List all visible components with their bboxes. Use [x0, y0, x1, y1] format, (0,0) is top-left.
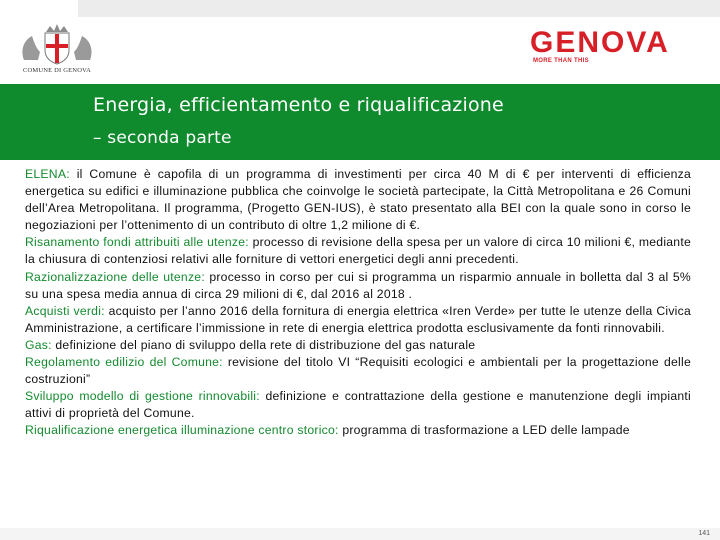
paragraph-text: acquisto per l’anno 2016 della fornitura di energia elettrica «Iren Verde» per tutte le utenze della Civica Amministrazione, a certificare l’immissione in rete di energia elettrica prodotta esclusivamente da fonti rinnovabili. [25, 303, 691, 335]
genova-tagline: MORE THAN THIS [533, 58, 589, 64]
comune-di-genova-logo [14, 22, 100, 78]
paragraph-text: revisione del titolo VI “Requisiti ecologici e ambientali per la progettazione delle costruzioni” [25, 355, 691, 387]
slide-subtitle: – seconda parte [93, 128, 232, 148]
paragraph-label: Gas: [25, 337, 52, 352]
paragraph-text: programma di trasformazione a LED delle lampade [338, 423, 630, 438]
paragraph-gas [25, 337, 691, 354]
paragraph-label: ELENA: [25, 167, 70, 181]
paragraph-label: Regolamento edilizio del Comune: [25, 355, 223, 370]
paragraph-riqualificazione [25, 422, 691, 439]
coat-of-arms-icon [14, 22, 100, 66]
paragraph-acquisti-verdi [25, 303, 691, 337]
genova-brand-logo [530, 26, 705, 72]
page-number: 141 [698, 530, 710, 537]
paragraph-regolamento [25, 354, 691, 388]
paragraph-label: Acquisti verdi: [25, 303, 105, 318]
paragraph-risanamento [25, 234, 691, 268]
genova-wordmark: GENOVA [530, 26, 670, 59]
paragraph-label: Sviluppo modello di gestione rinnovabili: [25, 389, 260, 404]
paragraph-label: Riqualificazione energetica illuminazione centro storico: [25, 423, 339, 438]
paragraph-text: processo di revisione della spesa per un valore di circa 10 milioni €, mediante la chiusura di contenziosi relativi alle forniture di vettori energetici degli anni precedenti. [25, 235, 691, 267]
paragraph-sviluppo [25, 388, 691, 422]
slide-title: Energia, efficientamento e riqualificazione [93, 94, 504, 116]
paragraph-elena [25, 166, 691, 234]
title-banner [0, 84, 720, 160]
comune-logo-caption: COMUNE DI GENOVA [22, 67, 92, 74]
paragraph-label: Razionalizzazione delle utenze: [25, 269, 205, 284]
paragraph-label: Risanamento fondi attribuiti alle utenze: [25, 235, 249, 250]
bottom-decor-strip [0, 528, 720, 540]
paragraph-text: processo in corso per cui si programma un risparmio annuale in bolletta dal 3 al 5% su una spesa media annua di circa 29 milioni di €, dal 2016 al 2018 . [25, 269, 692, 301]
slide-body [25, 166, 691, 440]
paragraph-text: definizione del piano di sviluppo della rete di distribuzione del gas naturale [51, 337, 476, 352]
top-decor-strip [78, 0, 720, 17]
paragraph-razionalizzazione [25, 269, 691, 303]
paragraph-text: definizione e contrattazione della gestione e manutenzione degli impianti attivi di proprietà del Comune. [25, 389, 691, 421]
paragraph-text: il Comune è capofila di un programma di investimenti per circa 40 M di € per interventi di efficienza energetica su edifici e illuminazione pubblica che coinvolge le società partecipate, la Città Metropolitana e 26 Comuni dell’Area Metropolitana. Il programma, (Progetto GEN-IUS), è stato presentato alla BEI con la quale sono in corso le negoziazioni per l’ottenimento di un contributo di oltre 1,2 milione di €. [25, 167, 691, 233]
